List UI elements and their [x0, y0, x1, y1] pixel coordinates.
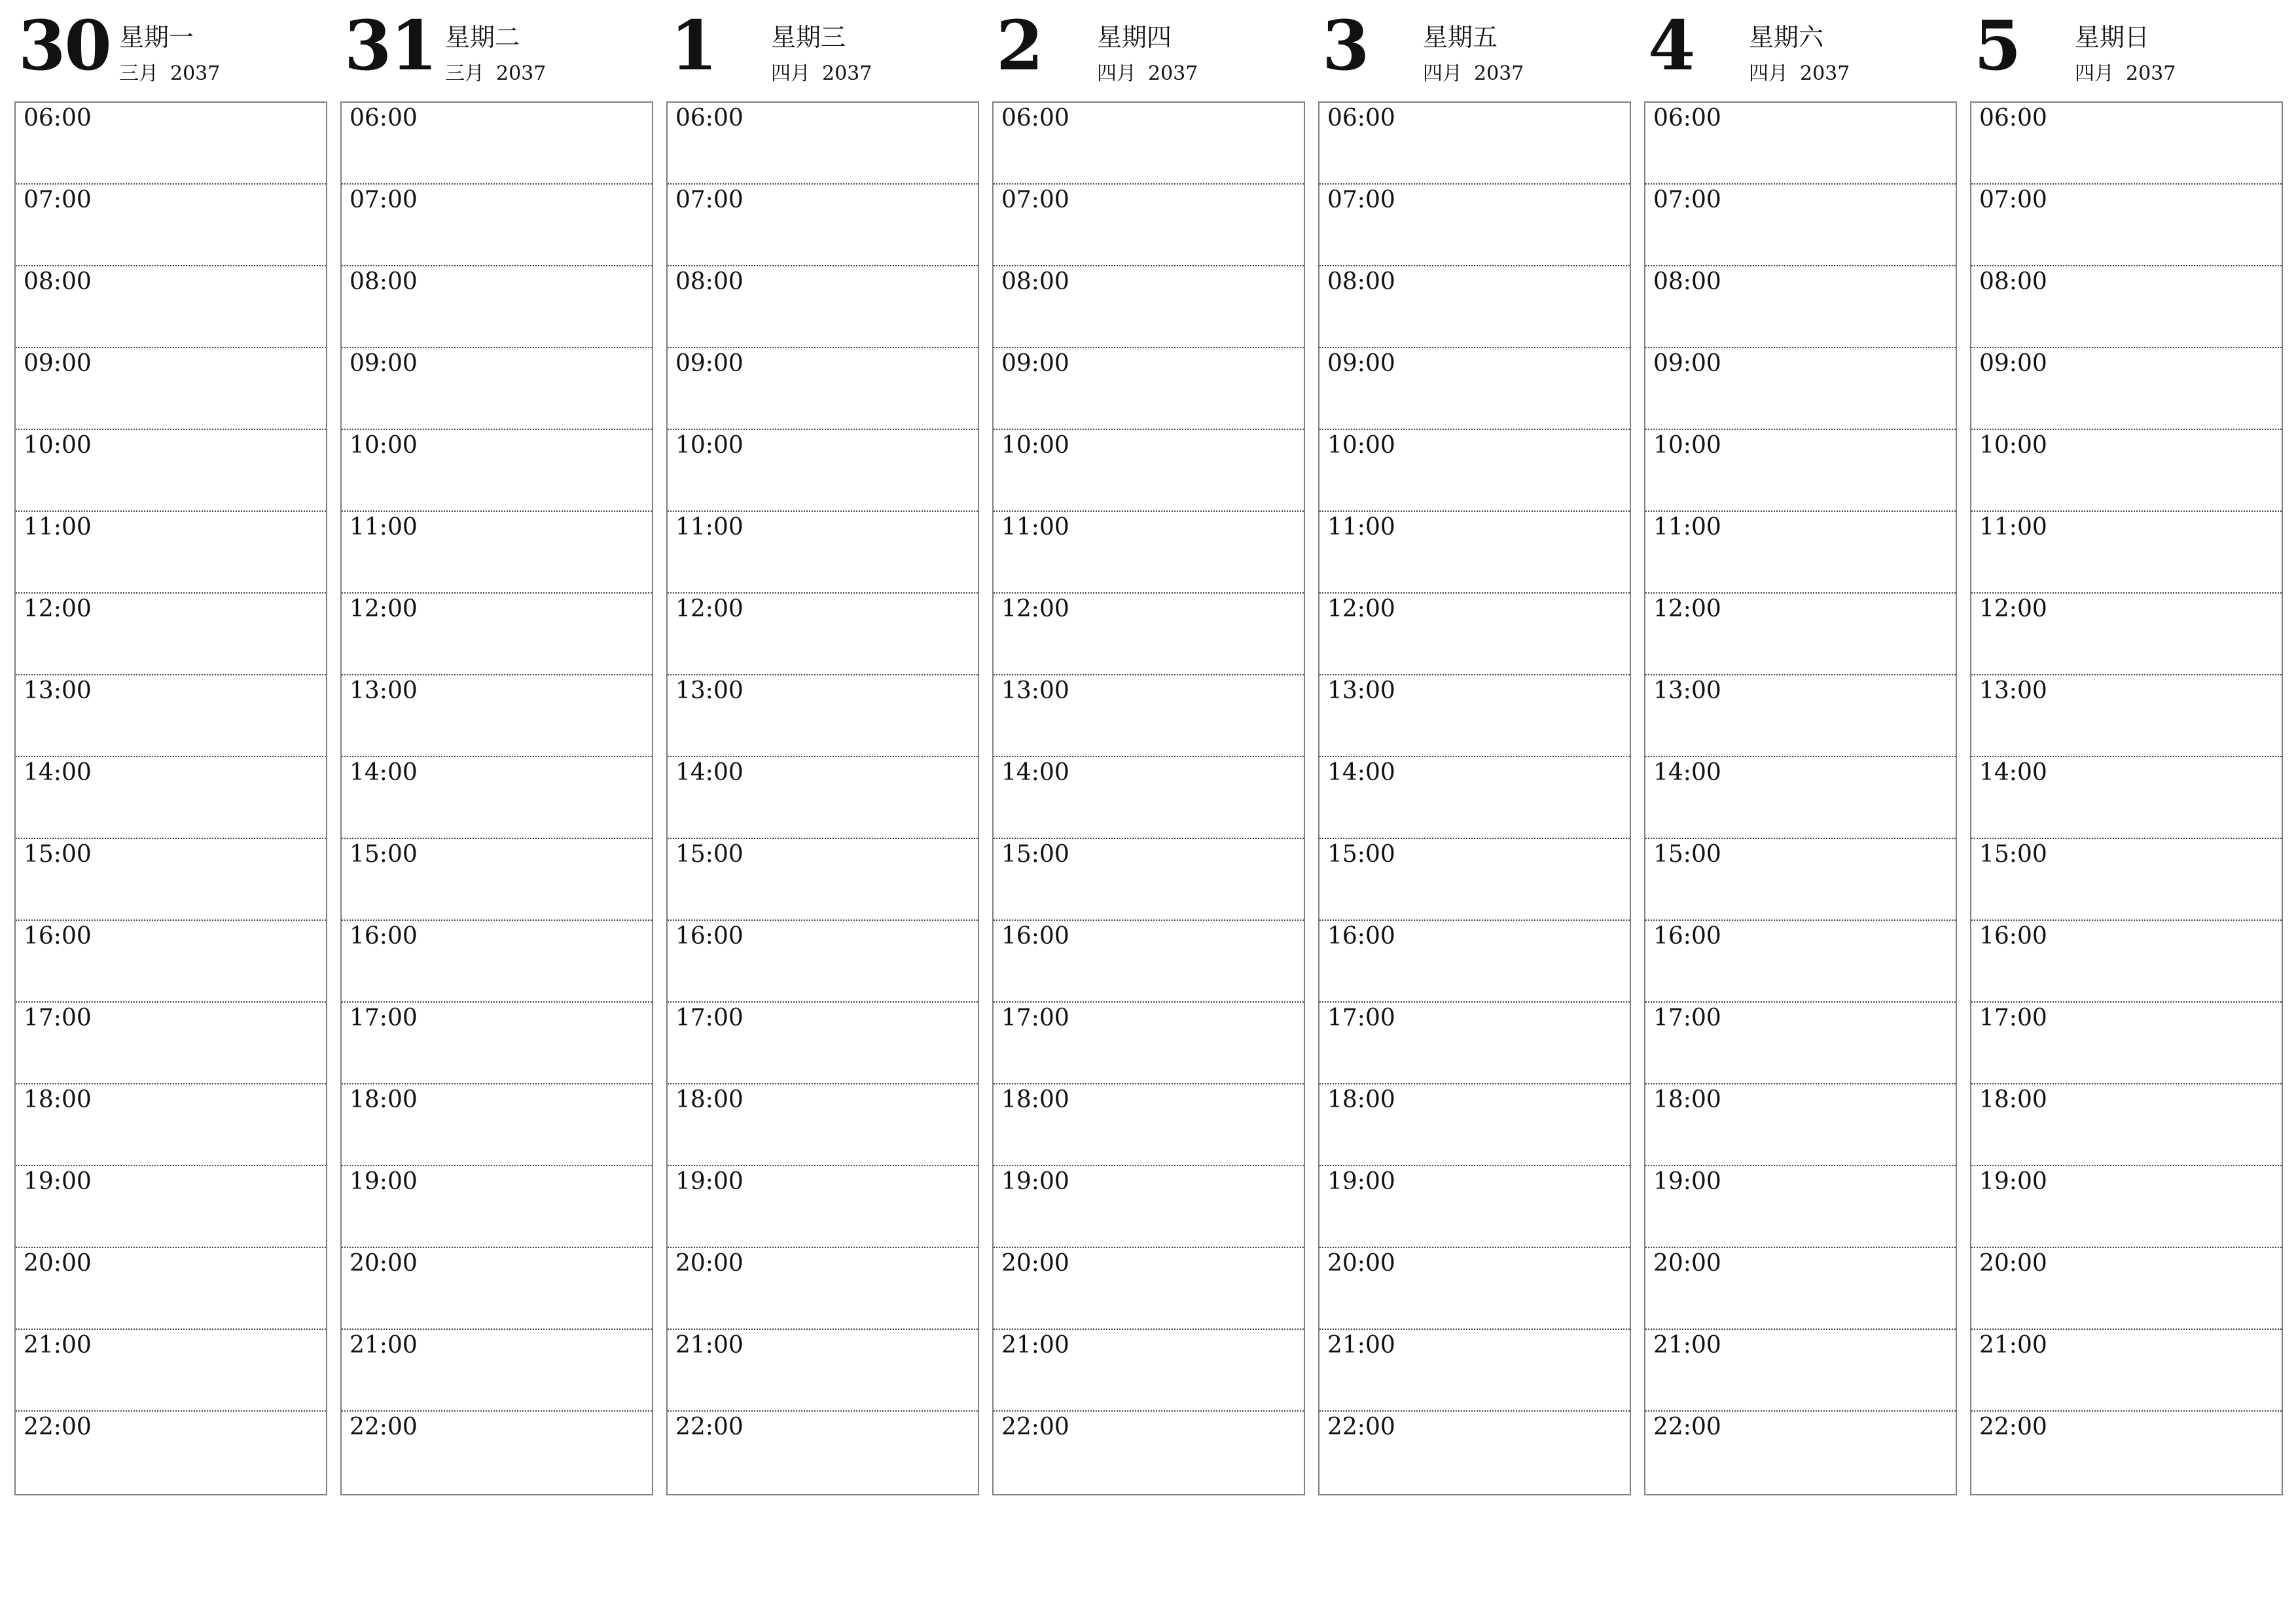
hour-slot[interactable] [1319, 839, 1630, 921]
month-label: 四月 [1097, 62, 1136, 85]
hour-label: 16:00 [1327, 923, 1395, 950]
day-schedule-box [1318, 101, 1631, 1495]
hour-label: 07:00 [1979, 187, 2047, 213]
hour-label: 17:00 [1001, 1005, 1069, 1031]
month-year-label [119, 64, 220, 84]
weekday-label: 星期一 [119, 23, 194, 52]
hour-slot[interactable] [994, 348, 1304, 430]
day-header [1970, 0, 2283, 101]
hour-slot[interactable] [1971, 839, 2282, 921]
hour-label: 18:00 [675, 1086, 744, 1113]
hour-slot[interactable] [1645, 921, 1956, 1003]
hour-label: 17:00 [24, 1005, 92, 1031]
hour-label: 20:00 [1653, 1250, 1721, 1277]
hour-label: 16:00 [1001, 923, 1069, 950]
hour-slot[interactable] [1319, 1084, 1630, 1166]
day-schedule-box [1970, 101, 2283, 1495]
hour-label: 20:00 [1001, 1250, 1069, 1277]
hour-label: 13:00 [675, 677, 744, 704]
hour-label: 21:00 [675, 1332, 744, 1359]
hour-slot[interactable] [16, 512, 326, 594]
hour-label: 14:00 [1979, 759, 2047, 786]
weekday-label: 星期三 [771, 23, 846, 52]
hour-slot[interactable] [342, 675, 652, 757]
hour-label: 19:00 [24, 1168, 92, 1195]
hour-label: 13:00 [1327, 677, 1395, 704]
hour-slot[interactable] [668, 839, 978, 921]
day-number: 2 [996, 5, 1043, 86]
hour-slot[interactable] [1319, 675, 1630, 757]
hour-slot[interactable] [1971, 1003, 2282, 1084]
hour-label: 08:00 [1653, 268, 1721, 295]
month-label: 三月 [119, 62, 158, 85]
hour-label: 22:00 [1979, 1414, 2047, 1440]
hour-slot[interactable] [1971, 594, 2282, 675]
month-year-label [1749, 64, 1850, 84]
hour-slot[interactable] [1645, 1248, 1956, 1330]
hour-label: 07:00 [1001, 187, 1069, 213]
hour-slot[interactable] [1645, 1330, 1956, 1412]
day-number: 3 [1322, 5, 1369, 86]
hour-label: 21:00 [1979, 1332, 2047, 1359]
hour-slot[interactable] [1319, 1330, 1630, 1412]
hour-slot[interactable] [1645, 1003, 1956, 1084]
hour-label: 09:00 [350, 350, 418, 377]
hour-slot[interactable] [1645, 1166, 1956, 1248]
hour-label: 13:00 [1979, 677, 2047, 704]
hour-slot[interactable] [668, 1166, 978, 1248]
hour-label: 17:00 [1979, 1005, 2047, 1031]
day-column [340, 0, 653, 1440]
hour-label: 10:00 [1979, 432, 2047, 459]
hour-slot[interactable] [1645, 594, 1956, 675]
hour-slot[interactable] [668, 921, 978, 1003]
hour-label: 19:00 [1327, 1168, 1395, 1195]
hour-label: 10:00 [24, 432, 92, 459]
hour-slot[interactable] [342, 512, 652, 594]
hour-label: 15:00 [24, 841, 92, 868]
hour-slot[interactable] [342, 594, 652, 675]
hour-slot[interactable] [994, 839, 1304, 921]
hour-label: 17:00 [675, 1005, 744, 1031]
hour-label: 12:00 [1327, 596, 1395, 622]
hour-label: 11:00 [1001, 514, 1069, 541]
hour-label: 19:00 [1979, 1168, 2047, 1195]
hour-slot[interactable] [16, 1084, 326, 1166]
hour-label: 08:00 [24, 268, 92, 295]
day-header [666, 0, 979, 101]
hour-label: 10:00 [1001, 432, 1069, 459]
hour-label: 06:00 [1001, 105, 1069, 132]
hour-label: 06:00 [1327, 105, 1395, 132]
hour-slot[interactable] [668, 1084, 978, 1166]
year-label: 2037 [1800, 62, 1850, 85]
hour-slot[interactable] [668, 512, 978, 594]
hour-slot[interactable] [16, 1166, 326, 1248]
hour-label: 12:00 [1653, 596, 1721, 622]
hour-slot[interactable] [1319, 1003, 1630, 1084]
hour-label: 20:00 [350, 1250, 418, 1277]
hour-slot[interactable] [16, 348, 326, 430]
day-number: 30 [18, 5, 111, 86]
hour-label: 11:00 [1979, 514, 2047, 541]
month-label: 四月 [2075, 62, 2114, 85]
year-label: 2037 [496, 62, 547, 85]
year-label: 2037 [1474, 62, 1524, 85]
hour-label: 17:00 [1327, 1005, 1395, 1031]
hour-label: 16:00 [24, 923, 92, 950]
hour-label: 21:00 [350, 1332, 418, 1359]
hour-slot[interactable] [994, 1330, 1304, 1412]
day-schedule-box [340, 101, 653, 1495]
hour-slot[interactable] [1319, 430, 1630, 512]
hour-slot[interactable] [1645, 1084, 1956, 1166]
hour-slot[interactable] [994, 1248, 1304, 1330]
hour-slot[interactable] [342, 348, 652, 430]
hour-slot[interactable] [16, 921, 326, 1003]
hour-slot[interactable] [1645, 839, 1956, 921]
hour-label: 08:00 [1327, 268, 1395, 295]
day-column [14, 0, 327, 1440]
hour-label: 18:00 [1979, 1086, 2047, 1113]
hour-slot[interactable] [1971, 675, 2282, 757]
hour-slot[interactable] [16, 1412, 326, 1493]
hour-label: 06:00 [350, 105, 418, 132]
hour-label: 17:00 [1653, 1005, 1721, 1031]
hour-label: 14:00 [350, 759, 418, 786]
hour-slot[interactable] [668, 675, 978, 757]
hour-slot[interactable] [1319, 921, 1630, 1003]
hour-label: 10:00 [1327, 432, 1395, 459]
hour-label: 20:00 [1327, 1250, 1395, 1277]
hour-label: 21:00 [24, 1332, 92, 1359]
day-schedule-box [1644, 101, 1957, 1495]
hour-slot[interactable] [342, 757, 652, 839]
hour-slot[interactable] [1971, 185, 2282, 266]
day-header [1318, 0, 1631, 101]
hour-label: 10:00 [350, 432, 418, 459]
hour-slot[interactable] [994, 1084, 1304, 1166]
hour-slot[interactable] [1971, 103, 2282, 185]
hour-label: 13:00 [24, 677, 92, 704]
hour-slot[interactable] [668, 430, 978, 512]
hour-slot[interactable] [1971, 1412, 2282, 1493]
hour-slot[interactable] [1971, 921, 2282, 1003]
hour-label: 12:00 [1001, 596, 1069, 622]
hour-slot[interactable] [342, 1412, 652, 1493]
hour-label: 14:00 [24, 759, 92, 786]
year-label: 2037 [170, 62, 221, 85]
month-year-label [771, 64, 872, 84]
hour-slot[interactable] [1971, 266, 2282, 348]
hour-slot[interactable] [994, 185, 1304, 266]
day-column [992, 0, 1305, 1440]
hour-label: 16:00 [1653, 923, 1721, 950]
hour-slot[interactable] [668, 1003, 978, 1084]
hour-slot[interactable] [1971, 757, 2282, 839]
hour-label: 13:00 [1001, 677, 1069, 704]
hour-label: 06:00 [1653, 105, 1721, 132]
hour-label: 19:00 [1653, 1168, 1721, 1195]
weekday-label: 星期四 [1097, 23, 1172, 52]
hour-slot[interactable] [1645, 675, 1956, 757]
hour-slot[interactable] [994, 266, 1304, 348]
hour-label: 07:00 [1653, 187, 1721, 213]
hour-slot[interactable] [16, 430, 326, 512]
hour-label: 06:00 [24, 105, 92, 132]
day-number: 5 [1974, 5, 2020, 86]
hour-slot[interactable] [342, 1166, 652, 1248]
hour-label: 12:00 [24, 596, 92, 622]
day-schedule-box [666, 101, 979, 1495]
weekday-label: 星期二 [445, 23, 520, 52]
hour-label: 19:00 [675, 1168, 744, 1195]
hour-label: 18:00 [1327, 1086, 1395, 1113]
hour-slot[interactable] [342, 1003, 652, 1084]
hour-label: 22:00 [1653, 1414, 1721, 1440]
hour-label: 14:00 [1653, 759, 1721, 786]
hour-slot[interactable] [668, 266, 978, 348]
day-header [1644, 0, 1957, 101]
hour-slot[interactable] [1645, 430, 1956, 512]
hour-slot[interactable] [342, 103, 652, 185]
month-year-label [2075, 64, 2176, 84]
hour-slot[interactable] [16, 1248, 326, 1330]
hour-label: 22:00 [1001, 1414, 1069, 1440]
hour-label: 21:00 [1327, 1332, 1395, 1359]
weekday-label: 星期五 [1423, 23, 1498, 52]
hour-slot[interactable] [668, 103, 978, 185]
hour-label: 15:00 [350, 841, 418, 868]
hour-slot[interactable] [342, 839, 652, 921]
hour-slot[interactable] [1645, 348, 1956, 430]
month-label: 四月 [771, 62, 810, 85]
hour-slot[interactable] [994, 430, 1304, 512]
hour-label: 14:00 [675, 759, 744, 786]
hour-slot[interactable] [1645, 1412, 1956, 1493]
year-label: 2037 [2126, 62, 2176, 85]
day-column [1318, 0, 1631, 1440]
day-schedule-box [14, 101, 327, 1495]
hour-label: 07:00 [1327, 187, 1395, 213]
hour-label: 21:00 [1001, 1332, 1069, 1359]
year-label: 2037 [822, 62, 872, 85]
hour-slot[interactable] [1319, 512, 1630, 594]
hour-label: 12:00 [675, 596, 744, 622]
day-header [992, 0, 1305, 101]
hour-slot[interactable] [342, 1248, 652, 1330]
day-header [340, 0, 653, 101]
hour-label: 22:00 [24, 1414, 92, 1440]
hour-slot[interactable] [994, 1166, 1304, 1248]
hour-label: 15:00 [1327, 841, 1395, 868]
hour-slot[interactable] [16, 1330, 326, 1412]
hour-label: 19:00 [1001, 1168, 1069, 1195]
hour-label: 16:00 [1979, 923, 2047, 950]
hour-slot[interactable] [994, 921, 1304, 1003]
hour-label: 08:00 [350, 268, 418, 295]
day-number: 1 [670, 5, 717, 86]
hour-label: 21:00 [1653, 1332, 1721, 1359]
day-column [666, 0, 979, 1440]
hour-label: 18:00 [350, 1086, 418, 1113]
hour-label: 06:00 [675, 105, 744, 132]
hour-label: 07:00 [24, 187, 92, 213]
hour-slot[interactable] [16, 185, 326, 266]
hour-slot[interactable] [1645, 757, 1956, 839]
hour-slot[interactable] [1971, 1084, 2282, 1166]
hour-slot[interactable] [342, 1084, 652, 1166]
hour-slot[interactable] [994, 757, 1304, 839]
hour-slot[interactable] [16, 675, 326, 757]
hour-slot[interactable] [994, 675, 1304, 757]
hour-label: 11:00 [675, 514, 744, 541]
hour-slot[interactable] [994, 103, 1304, 185]
hour-label: 18:00 [1653, 1086, 1721, 1113]
hour-slot[interactable] [668, 594, 978, 675]
hour-slot[interactable] [668, 1412, 978, 1493]
hour-slot[interactable] [1319, 594, 1630, 675]
hour-slot[interactable] [994, 594, 1304, 675]
hour-label: 10:00 [1653, 432, 1721, 459]
hour-slot[interactable] [342, 266, 652, 348]
hour-slot[interactable] [1971, 1166, 2282, 1248]
hour-slot[interactable] [994, 512, 1304, 594]
month-label: 四月 [1423, 62, 1462, 85]
hour-slot[interactable] [16, 757, 326, 839]
hour-slot[interactable] [668, 757, 978, 839]
hour-slot[interactable] [16, 266, 326, 348]
hour-label: 15:00 [675, 841, 744, 868]
hour-label: 20:00 [1979, 1250, 2047, 1277]
weekday-label: 星期六 [1749, 23, 1824, 52]
hour-slot[interactable] [994, 1003, 1304, 1084]
hour-slot[interactable] [16, 839, 326, 921]
hour-slot[interactable] [16, 103, 326, 185]
hour-slot[interactable] [342, 1330, 652, 1412]
hour-label: 19:00 [350, 1168, 418, 1195]
hour-label: 12:00 [350, 596, 418, 622]
hour-label: 09:00 [24, 350, 92, 377]
hour-slot[interactable] [1319, 757, 1630, 839]
hour-label: 20:00 [675, 1250, 744, 1277]
hour-label: 22:00 [350, 1414, 418, 1440]
hour-slot[interactable] [342, 921, 652, 1003]
hour-slot[interactable] [16, 1003, 326, 1084]
hour-slot[interactable] [1319, 103, 1630, 185]
hour-slot[interactable] [1319, 1412, 1630, 1493]
hour-slot[interactable] [1645, 103, 1956, 185]
hour-label: 12:00 [1979, 596, 2047, 622]
hour-label: 09:00 [675, 350, 744, 377]
hour-slot[interactable] [1971, 1248, 2282, 1330]
hour-label: 13:00 [1653, 677, 1721, 704]
hour-slot[interactable] [1645, 512, 1956, 594]
hour-slot[interactable] [668, 185, 978, 266]
year-label: 2037 [1148, 62, 1198, 85]
month-label: 三月 [445, 62, 484, 85]
hour-slot[interactable] [994, 1412, 1304, 1493]
hour-slot[interactable] [1645, 266, 1956, 348]
day-number: 31 [344, 5, 437, 86]
hour-slot[interactable] [16, 594, 326, 675]
hour-label: 11:00 [1327, 514, 1395, 541]
day-column [1644, 0, 1957, 1440]
hour-label: 09:00 [1327, 350, 1395, 377]
hour-label: 16:00 [350, 923, 418, 950]
hour-slot[interactable] [668, 1248, 978, 1330]
hour-slot[interactable] [1319, 1248, 1630, 1330]
month-year-label [1097, 64, 1198, 84]
hour-slot[interactable] [342, 185, 652, 266]
hour-slot[interactable] [1645, 185, 1956, 266]
day-column [1970, 0, 2283, 1440]
hour-label: 15:00 [1979, 841, 2047, 868]
hour-label: 15:00 [1001, 841, 1069, 868]
weekday-label: 星期日 [2075, 23, 2150, 52]
hour-label: 09:00 [1653, 350, 1721, 377]
hour-slot[interactable] [1971, 430, 2282, 512]
day-header [14, 0, 327, 101]
month-year-label [445, 64, 546, 84]
hour-label: 06:00 [1979, 105, 2047, 132]
month-label: 四月 [1749, 62, 1788, 85]
hour-label: 22:00 [675, 1414, 744, 1440]
hour-label: 08:00 [1979, 268, 2047, 295]
hour-slot[interactable] [1971, 1330, 2282, 1412]
hour-slot[interactable] [1971, 348, 2282, 430]
hour-slot[interactable] [342, 430, 652, 512]
hour-label: 18:00 [24, 1086, 92, 1113]
hour-slot[interactable] [1319, 185, 1630, 266]
hour-slot[interactable] [1319, 348, 1630, 430]
hour-label: 13:00 [350, 677, 418, 704]
hour-slot[interactable] [1319, 1166, 1630, 1248]
hour-label: 07:00 [675, 187, 744, 213]
day-schedule-box [992, 101, 1305, 1495]
hour-label: 11:00 [1653, 514, 1721, 541]
hour-label: 09:00 [1979, 350, 2047, 377]
hour-label: 08:00 [675, 268, 744, 295]
hour-label: 20:00 [24, 1250, 92, 1277]
month-year-label [1423, 64, 1524, 84]
hour-slot[interactable] [1319, 266, 1630, 348]
hour-slot[interactable] [668, 1330, 978, 1412]
hour-label: 14:00 [1001, 759, 1069, 786]
hour-label: 08:00 [1001, 268, 1069, 295]
hour-label: 11:00 [24, 514, 92, 541]
hour-label: 18:00 [1001, 1086, 1069, 1113]
hour-label: 09:00 [1001, 350, 1069, 377]
hour-label: 16:00 [675, 923, 744, 950]
hour-slot[interactable] [668, 348, 978, 430]
hour-label: 11:00 [350, 514, 418, 541]
hour-label: 15:00 [1653, 841, 1721, 868]
hour-label: 14:00 [1327, 759, 1395, 786]
hour-label: 07:00 [350, 187, 418, 213]
hour-slot[interactable] [1971, 512, 2282, 594]
day-number: 4 [1648, 5, 1695, 86]
hour-label: 10:00 [675, 432, 744, 459]
hour-label: 17:00 [350, 1005, 418, 1031]
hour-label: 22:00 [1327, 1414, 1395, 1440]
